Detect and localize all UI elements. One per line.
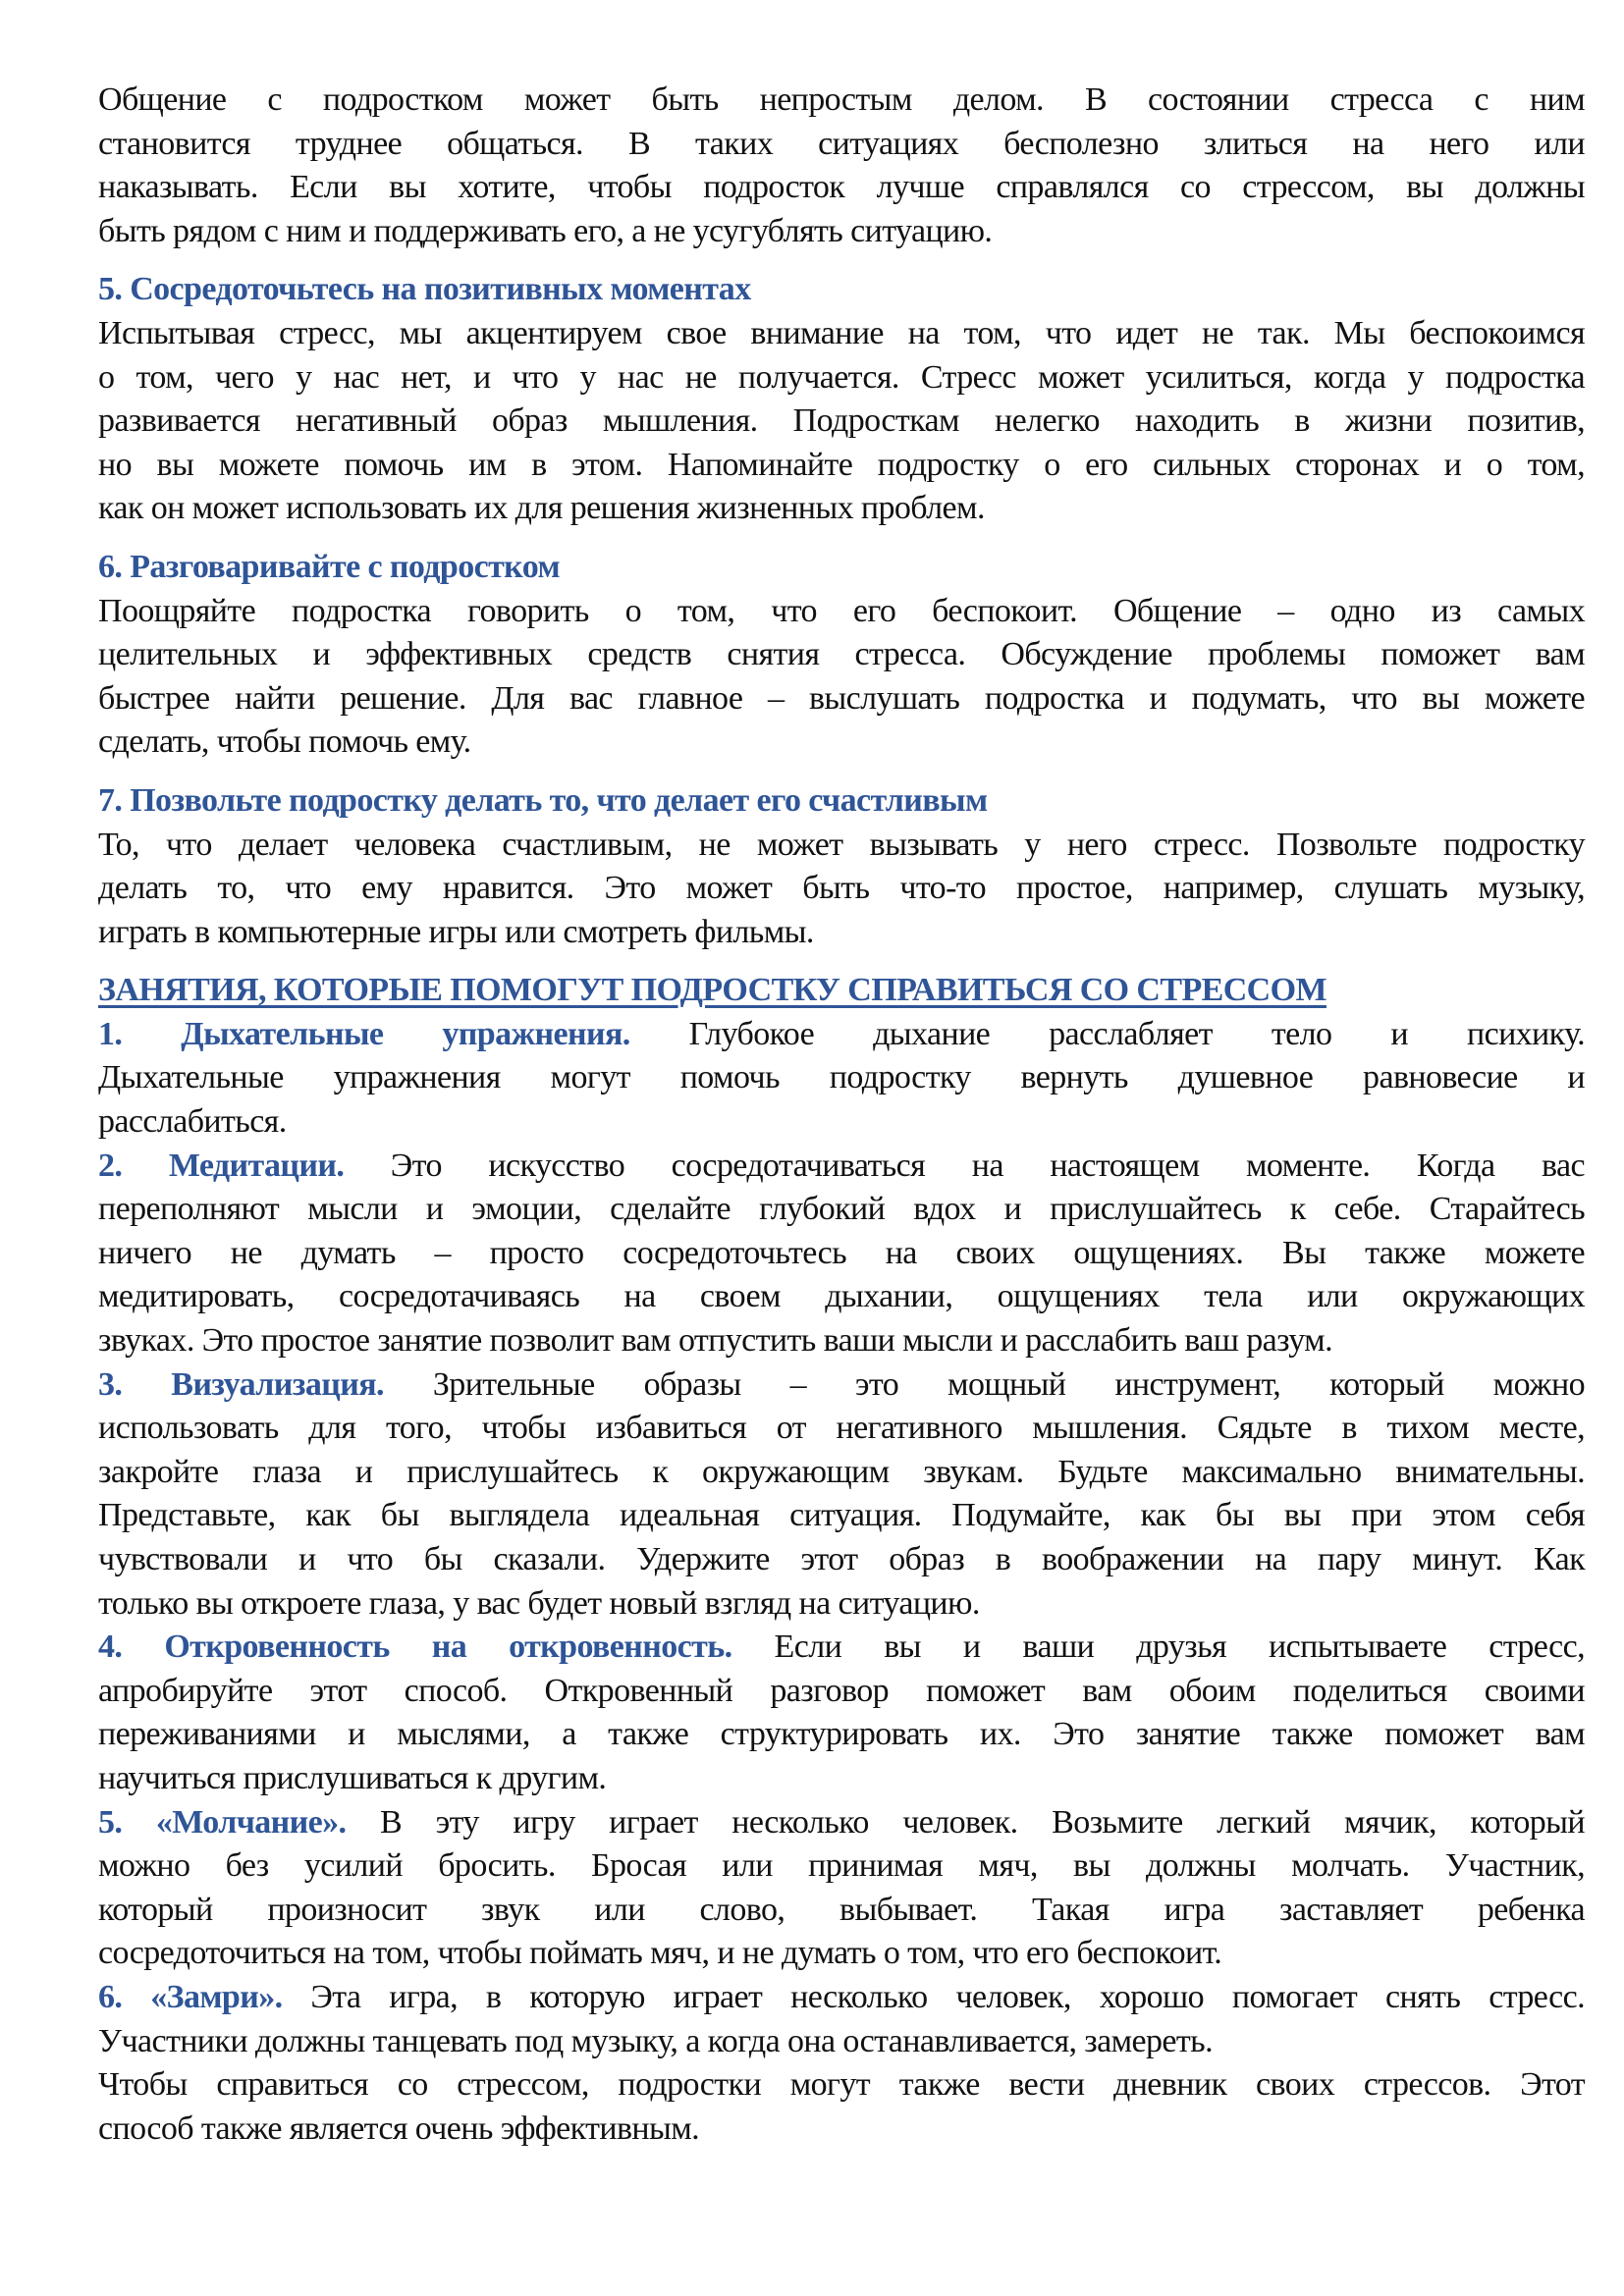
activity-label: 3. Визуализация. bbox=[98, 1365, 384, 1403]
activity-line: Дыхательные упражнения могут помочь подростку вернуть душевное равновесие и bbox=[98, 1059, 1585, 1096]
activity-text: В эту игру играет несколько человек. Возьмите легкий мячик, который bbox=[346, 1803, 1585, 1841]
activity-text: Если вы и ваши друзья испытываете стресс, bbox=[731, 1629, 1585, 1666]
activity-first-line bbox=[98, 1626, 1585, 1670]
activity-line: апробируйте этот способ. Откровенный разговор поможет вам обоим поделиться своими bbox=[98, 1672, 1585, 1709]
section-line: быстрее найти решение. Для вас главное – выслушать подростка и подумать, что вы можете bbox=[98, 679, 1585, 717]
document-page bbox=[98, 79, 1585, 2151]
section-line: Поощряйте подростка говорить о том, что его беспокоит. Общение – одно из самых bbox=[98, 592, 1585, 629]
section-line: То, что делает человека счастливым, не может вызывать у него стресс. Позвольте подростку bbox=[98, 826, 1585, 863]
activity-line: звуках. Это простое занятие позволит вам отпустить ваши мысли и расслабить ваш разум. bbox=[98, 1322, 1332, 1360]
activity-line: переживаниями и мыслями, а также структурировать их. Это занятие также поможет вам bbox=[98, 1716, 1585, 1753]
intro-line: Общение с подростком может быть непростым делом. В состоянии стресса с ним bbox=[98, 81, 1585, 118]
activity-first-line bbox=[98, 1013, 1585, 1057]
activity-line: который произносит звук или слово, выбывает. Такая игра заставляет ребенка bbox=[98, 1891, 1585, 1928]
activity-label: 4. Откровенность на откровенность. bbox=[98, 1629, 732, 1666]
activity-text: Зрительные образы – это мощный инструмент, который можно bbox=[383, 1365, 1586, 1403]
section-line: целительных и эффективных средств снятия стресса. Обсуждение проблемы поможет вам bbox=[98, 636, 1585, 673]
intro-line: наказывать. Если вы хотите, чтобы подросток лучше справлялся со стрессом, вы должны bbox=[98, 169, 1585, 206]
activity-line: научиться прислушиваться к другим. bbox=[98, 1759, 607, 1796]
activity-label: 2. Медитации. bbox=[98, 1147, 345, 1184]
activity-text: Глубокое дыхание расслабляет тело и психику. bbox=[629, 1015, 1585, 1052]
activity-line: использовать для того, чтобы избавиться от негативного мышления. Сядьте в тихом месте, bbox=[98, 1410, 1585, 1447]
activities-heading-line bbox=[98, 969, 1585, 1013]
section-heading: 6. Разговаривайте с подростком bbox=[98, 548, 561, 585]
activity-line: только вы откроете глаза, у вас будет новый взгляд на ситуацию. bbox=[98, 1584, 980, 1622]
section-line: делать то, что ему нравится. Это может быть что-то простое, например, слушать музыку, bbox=[98, 870, 1585, 907]
activity-line: Представьте, как бы выглядела идеальная ситуация. Подумайте, как бы вы при этом себя bbox=[98, 1497, 1585, 1534]
section-heading: 7. Позвольте подростку делать то, что делает его счастливым bbox=[98, 781, 988, 819]
activity-first-line bbox=[98, 1363, 1585, 1408]
closing-line: способ также является очень эффективным. bbox=[98, 2109, 700, 2147]
intro-line: становится труднее общаться. В таких ситуациях бесполезно злиться на него или bbox=[98, 125, 1585, 162]
activity-line: ничего не думать – просто сосредоточьтесь на своих ощущениях. Вы также можете bbox=[98, 1234, 1585, 1271]
section-line: Испытывая стресс, мы акцентируем свое внимание на том, что идет не так. Мы беспокоимся bbox=[98, 314, 1585, 351]
section-line: но вы можете помочь им в этом. Напоминайте подростку о его сильных сторонах и о том, bbox=[98, 446, 1585, 483]
activity-line: расслабиться. bbox=[98, 1103, 287, 1141]
activity-line: сосредоточиться на том, чтобы поймать мяч, и не думать о том, что его беспокоит. bbox=[98, 1935, 1222, 1972]
activity-label: 5. «Молчание». bbox=[98, 1803, 347, 1841]
section-line: играть в компьютерные игры или смотреть фильмы. bbox=[98, 913, 814, 950]
activity-first-line bbox=[98, 1145, 1585, 1189]
section-line: как он может использовать их для решения жизненных проблем. bbox=[98, 490, 985, 527]
activity-line: переполняют мысли и эмоции, сделайте глубокий вдох и прислушайтесь к себе. Старайтесь bbox=[98, 1191, 1585, 1228]
activities-heading: ЗАНЯТИЯ, КОТОРЫЕ ПОМОГУТ ПОДРОСТКУ СПРАВИТЬСЯ СО СТРЕССОМ bbox=[98, 972, 1326, 1009]
intro-line: быть рядом с ним и поддерживать его, а не усугублять ситуацию. bbox=[98, 212, 993, 249]
activity-text: Это искусство сосредотачиваться на настоящем моменте. Когда вас bbox=[344, 1147, 1585, 1184]
activity-text: Эта игра, в которую играет несколько человек, хорошо помогает снять стресс. bbox=[282, 1978, 1585, 2015]
closing-line: Чтобы справиться со стрессом, подростки могут также вести дневник своих стрессов. Этот bbox=[98, 2066, 1585, 2104]
activity-label: 6. «Замри». bbox=[98, 1978, 283, 2015]
activity-line: медитировать, сосредотачиваясь на своем дыхании, ощущениях тела или окружающих bbox=[98, 1278, 1585, 1315]
section-line: сделать, чтобы помочь ему. bbox=[98, 723, 471, 761]
section-line: развивается негативный образ мышления. Подросткам нелегко находить в жизни позитив, bbox=[98, 402, 1585, 440]
activity-first-line bbox=[98, 1976, 1585, 2020]
activity-line: чувствовали и что бы сказали. Удержите этот образ в воображении на пару минут. Как bbox=[98, 1541, 1585, 1577]
activity-line: можно без усилий бросить. Бросая или принимая мяч, вы должны молчать. Участник, bbox=[98, 1847, 1585, 1885]
activity-line: закройте глаза и прислушайтесь к окружающим звукам. Будьте максимально внимательны. bbox=[98, 1453, 1585, 1490]
section-line: о том, чего у нас нет, и что у нас не получается. Стресс может усилиться, когда у подростка bbox=[98, 358, 1585, 396]
activity-label: 1. Дыхательные упражнения. bbox=[98, 1015, 630, 1052]
section-heading: 5. Сосредоточьтесь на позитивных моментах bbox=[98, 271, 751, 308]
activity-first-line bbox=[98, 1801, 1585, 1845]
activity-line: Участники должны танцевать под музыку, а когда она останавливается, замереть. bbox=[98, 2022, 1213, 2059]
